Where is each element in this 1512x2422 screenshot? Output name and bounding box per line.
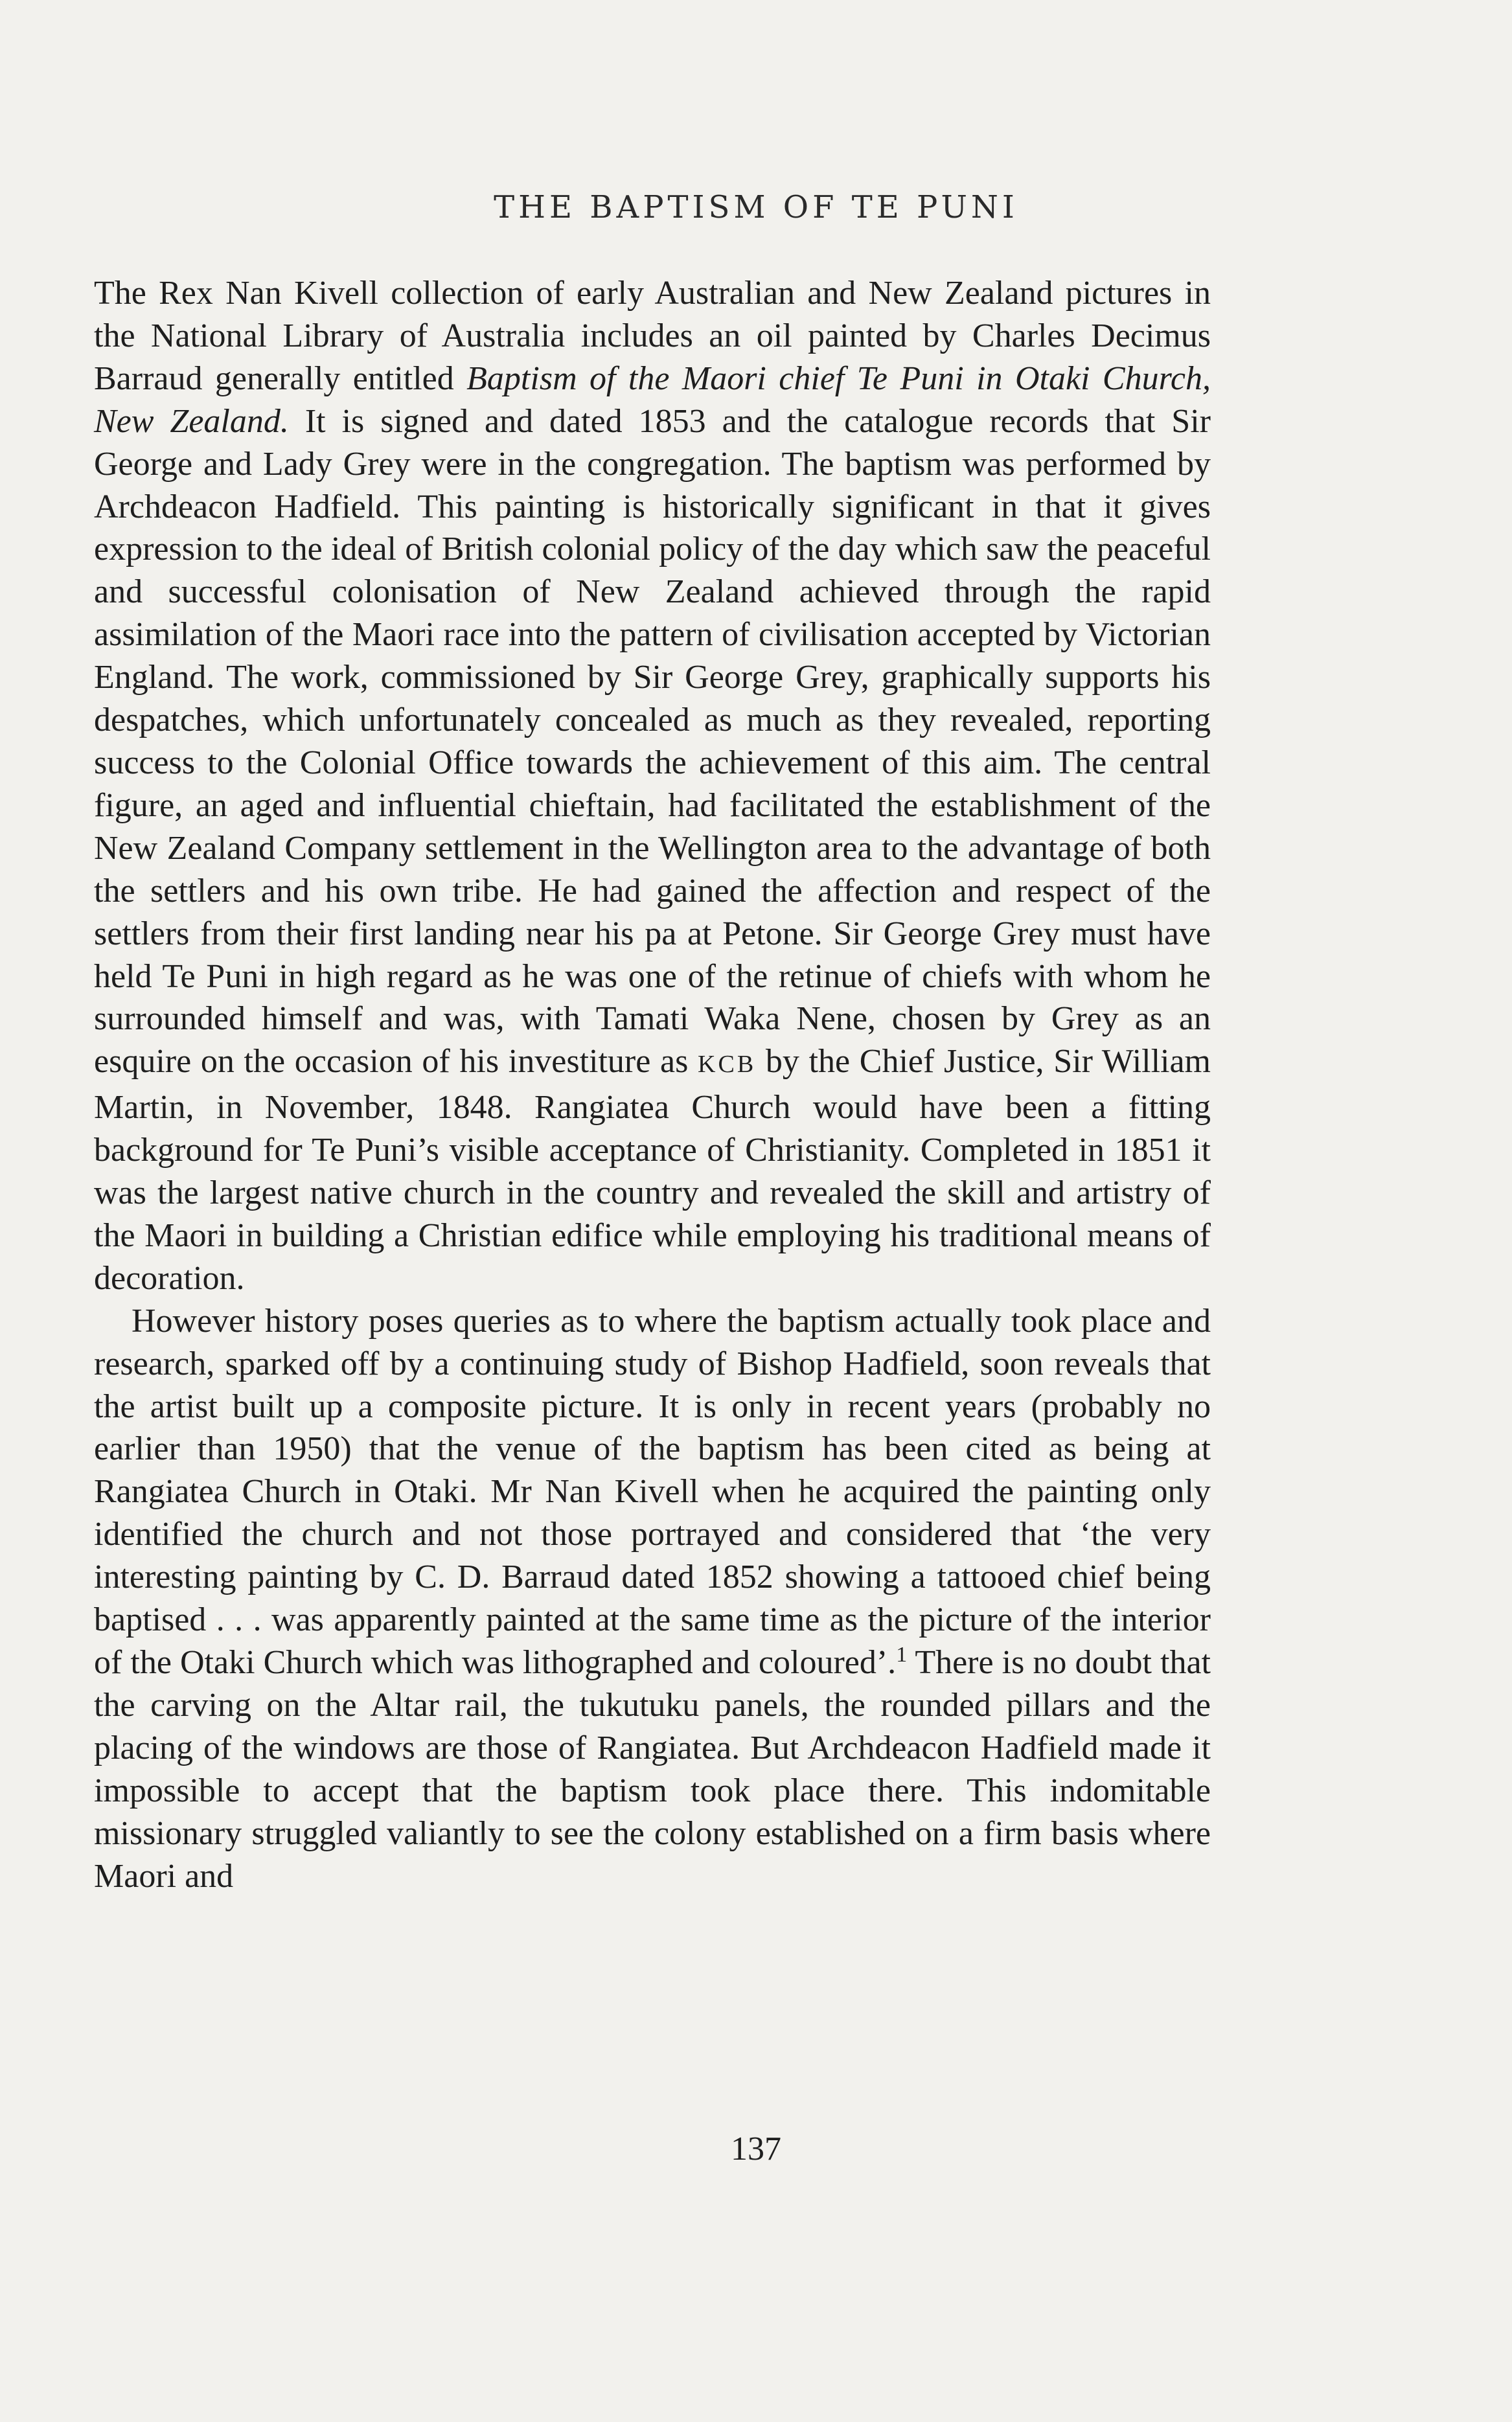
paragraph-2 [94,1300,1211,1898]
kcb-abbreviation: KCB [698,1051,757,1079]
page-title: THE BAPTISM OF TE PUNI [494,189,1018,225]
paragraph-1 [94,272,1211,1300]
paragraph-2-text-a: However history poses queries as to where the baptism actually took place and research, sparked off by a continuing study of Bishop Hadfield, soon reveals that the artist built up a composite picture. It is only in recent years (probably no earlier than 1950) that the venue of the baptism has been cited as being at Rangiatea Church in Otaki. Mr Nan Kivell when he acquired the painting only identified the church and not those portrayed and considered that ‘the very interesting painting by C. D. Barraud dated 1852 showing a tattooed chief being baptised . . . was apparently painted at the same time as the picture of the interior of the Otaki Church which was lithographed and coloured’. [94,1302,1211,1681]
painting-title: Baptism of the Maori chief Te Puni in Otaki Church, New Zealand. [94,360,1211,440]
paragraph-1-text-c: by the Chief Justice, Sir William Martin, in November, 1848. Rangiatea Church would have been a fitting background for Te Puni’s visible acceptance of Christianity. Completed in 1851 it was the largest native church in the country and revealed the skill and artistry of the Maori in building a Christian edifice while employing his traditional means of decoration. [94,1043,1211,1297]
footnote-reference: 1 [896,1643,908,1667]
paragraph-1-text-b: It is signed and dated 1853 and the catalogue records that Sir George and Lady Grey were in the congregation. The baptism was performed by Archdeacon Hadfield. This painting is historically significant in that it gives expression to the ideal of British colonial policy of the day which saw the peaceful and successful colonisation of New Zealand achieved through the rapid assimilation of the Maori race into the pattern of civilisation accepted by Victorian England. The work, commissioned by Sir George Grey, graphically supports his despatches, which unfortunately concealed as much as they revealed, reporting success to the Colonial Office towards the achievement of this aim. The central figure, an aged and influential chieftain, had facilitated the establishment of the New Zealand Company settlement in the Wellington area to the advantage of both the settlers and his own tribe. He had gained the affection and respect of the settlers from their first landing near his pa at Petone. Sir George Grey must have held Te Puni in high regard as he was one of the retinue of chiefs with whom he surrounded himself and was, with Tamati Waka Nene, chosen by Grey as an esquire on the occasion of his investiture as [94,402,1211,1080]
page-number: 137 [731,2131,781,2167]
paragraph-2-text-b: There is no doubt that the carving on the Altar rail, the tukutuku panels, the rounded pillars and the placing of the windows are those of Rangiatea. But Archdeacon Hadfield made it impossible to accept that the baptism took place there. This indomitable missionary struggled valiantly to see the colony established on a firm basis where Maori and [94,1644,1211,1895]
paragraph-1-text-a: The Rex Nan Kivell collection of early Australian and New Zealand pictures in the National Library of Australia includes an oil painted by Charles Decimus Barraud generally entitled [94,275,1211,397]
body-text [94,272,1211,1897]
